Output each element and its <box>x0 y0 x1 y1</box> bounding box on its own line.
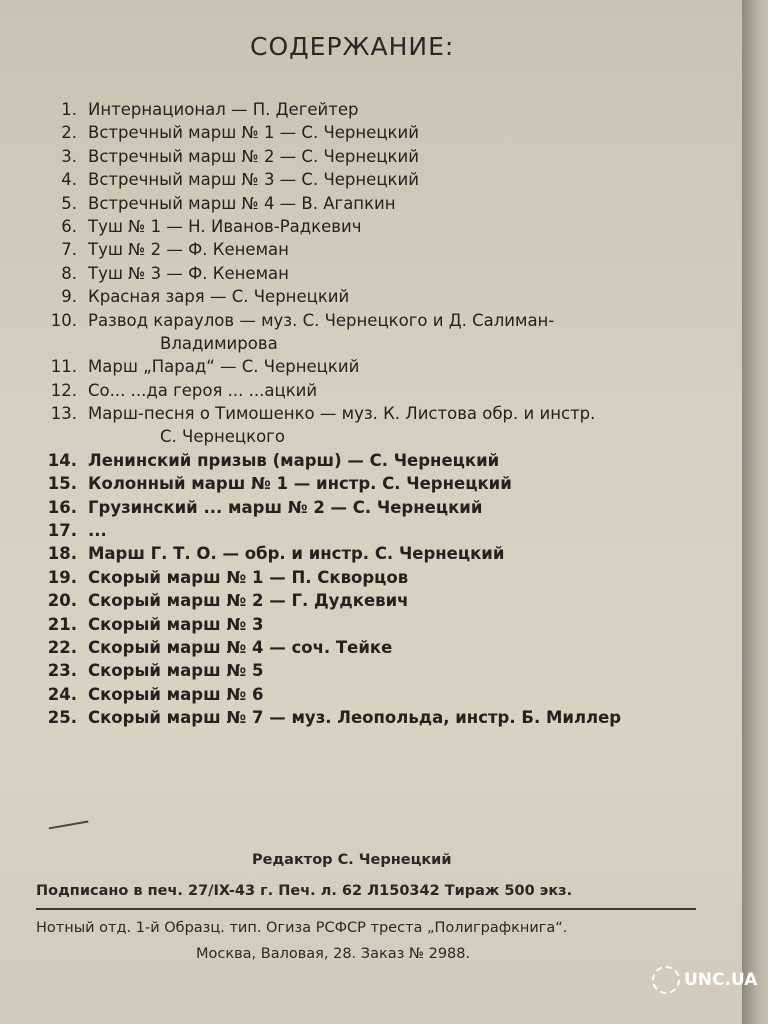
toc-item <box>40 568 720 591</box>
toc-item-number: 8. <box>61 263 77 283</box>
page-edge-shadow <box>742 0 768 1024</box>
toc-item-text: Скорый марш № 7 — муз. Леопольда, инстр. Б. Миллер <box>88 708 622 728</box>
table-of-contents <box>40 100 720 732</box>
toc-item-text: Встречный марш № 3 — С. Чернецкий <box>88 170 419 190</box>
toc-item-number: 21. <box>47 614 77 634</box>
toc-item-text: Марш Г. Т. О. — обр. и инстр. С. Чернецкий <box>88 544 505 564</box>
toc-item-text: Скорый марш № 4 — соч. Тейке <box>88 637 393 657</box>
toc-item-text: Ленинский призыв (марш) — С. Чернецкий <box>88 450 500 470</box>
toc-item-number: 6. <box>61 216 77 236</box>
toc-item-number: 24. <box>47 684 77 704</box>
page-title: СОДЕРЖАНИЕ: <box>250 32 455 61</box>
toc-item <box>40 591 720 614</box>
toc-item-text: Грузинский ... марш № 2 — С. Чернецкий <box>88 497 483 517</box>
toc-item-number: 3. <box>61 146 77 166</box>
signed-print-line: Подписано в печ. 27/IX-43 г. Печ. л. 62 Л150342 Тираж 500 экз. <box>36 883 573 899</box>
toc-item-text: Красная заря — С. Чернецкий <box>88 287 350 307</box>
toc-item <box>40 544 720 567</box>
toc-item-text: Марш „Парад“ — С. Чернецкий <box>88 357 360 377</box>
toc-item <box>40 147 720 170</box>
toc-item-number: 16. <box>47 497 77 517</box>
toc-item-number: 22. <box>47 637 77 657</box>
toc-item-number: 5. <box>61 193 77 213</box>
toc-item-text: Встречный марш № 4 — В. Агапкин <box>88 193 396 213</box>
toc-item-text: Скорый марш № 1 — П. Скворцов <box>88 567 409 587</box>
toc-item-number: 25. <box>47 708 77 728</box>
toc-item <box>40 357 720 380</box>
toc-item <box>40 427 720 450</box>
toc-item-text: Туш № 2 — Ф. Кенеман <box>88 240 289 260</box>
toc-item <box>40 194 720 217</box>
toc-item-text: Развод караулов — муз. С. Чернецкого и Д. Салиман- <box>88 310 555 330</box>
toc-item-text: Со... ...да героя ... ...ацкий <box>88 380 318 400</box>
toc-item-text: Скорый марш № 5 <box>88 661 264 681</box>
toc-item <box>40 100 720 123</box>
toc-item-number: 14. <box>47 450 77 470</box>
toc-item-text: С. Чернецкого <box>160 427 285 447</box>
printer-line: Нотный отд. 1-й Образц. тип. Огиза РСФСР треста „Полиграфкнига“. <box>36 920 568 936</box>
toc-item-text: Колонный марш № 1 — инстр. С. Чернецкий <box>88 474 512 494</box>
toc-item-number: 4. <box>61 170 77 190</box>
toc-item-text: Скорый марш № 6 <box>88 684 264 704</box>
toc-item <box>40 638 720 661</box>
toc-item-number: 10. <box>50 310 77 330</box>
toc-item <box>40 240 720 263</box>
toc-item-text: Встречный марш № 2 — С. Чернецкий <box>88 146 419 166</box>
watermark-text: UNC.UA <box>684 970 758 990</box>
toc-item <box>40 451 720 474</box>
toc-item-text: Марш-песня о Тимошенко — муз. К. Листова обр. и инстр. <box>88 404 596 424</box>
toc-item-text: Владимирова <box>160 333 278 353</box>
toc-item <box>40 264 720 287</box>
toc-item-text: Туш № 1 — Н. Иванов-Радкевич <box>88 216 362 236</box>
toc-item <box>40 404 720 427</box>
toc-item-number: 20. <box>47 591 77 611</box>
toc-item-text: Туш № 3 — Ф. Кенеман <box>88 263 289 283</box>
toc-item <box>40 287 720 310</box>
toc-item-number: 13. <box>50 404 77 424</box>
toc-item <box>40 498 720 521</box>
toc-item-number: 17. <box>47 521 77 541</box>
toc-item <box>40 381 720 404</box>
pen-mark <box>48 815 89 830</box>
toc-item <box>40 685 720 708</box>
toc-item <box>40 615 720 638</box>
toc-item <box>40 474 720 497</box>
toc-item-number: 2. <box>61 123 77 143</box>
toc-item <box>40 311 720 334</box>
toc-item <box>40 708 720 731</box>
toc-item-number: 7. <box>61 240 77 260</box>
toc-item <box>40 334 720 357</box>
toc-item-number: 18. <box>47 544 77 564</box>
watermark <box>652 966 757 994</box>
toc-item-number: 12. <box>50 380 77 400</box>
toc-item <box>40 661 720 684</box>
watermark-logo-icon <box>652 966 680 994</box>
toc-item <box>40 170 720 193</box>
toc-item-number: 11. <box>50 357 77 377</box>
toc-item <box>40 521 720 544</box>
toc-item-text: Скорый марш № 3 <box>88 614 264 634</box>
divider <box>36 908 696 910</box>
toc-item-text: Встречный марш № 1 — С. Чернецкий <box>88 123 419 143</box>
toc-item-text: Интернационал — П. Дегейтер <box>88 100 359 119</box>
toc-item-number: 1. <box>61 100 77 119</box>
editor-line: Редактор С. Чернецкий <box>252 852 452 868</box>
toc-item-number: 19. <box>47 567 77 587</box>
address-line: Москва, Валовая, 28. Заказ № 2988. <box>196 946 471 962</box>
toc-item-number: 15. <box>47 474 77 494</box>
toc-item-text: ... <box>88 521 107 541</box>
toc-item-text: Скорый марш № 2 — Г. Дудкевич <box>88 591 409 611</box>
toc-item-number: 23. <box>47 661 77 681</box>
toc-item <box>40 217 720 240</box>
toc-item <box>40 123 720 146</box>
toc-item-number: 9. <box>61 287 77 307</box>
